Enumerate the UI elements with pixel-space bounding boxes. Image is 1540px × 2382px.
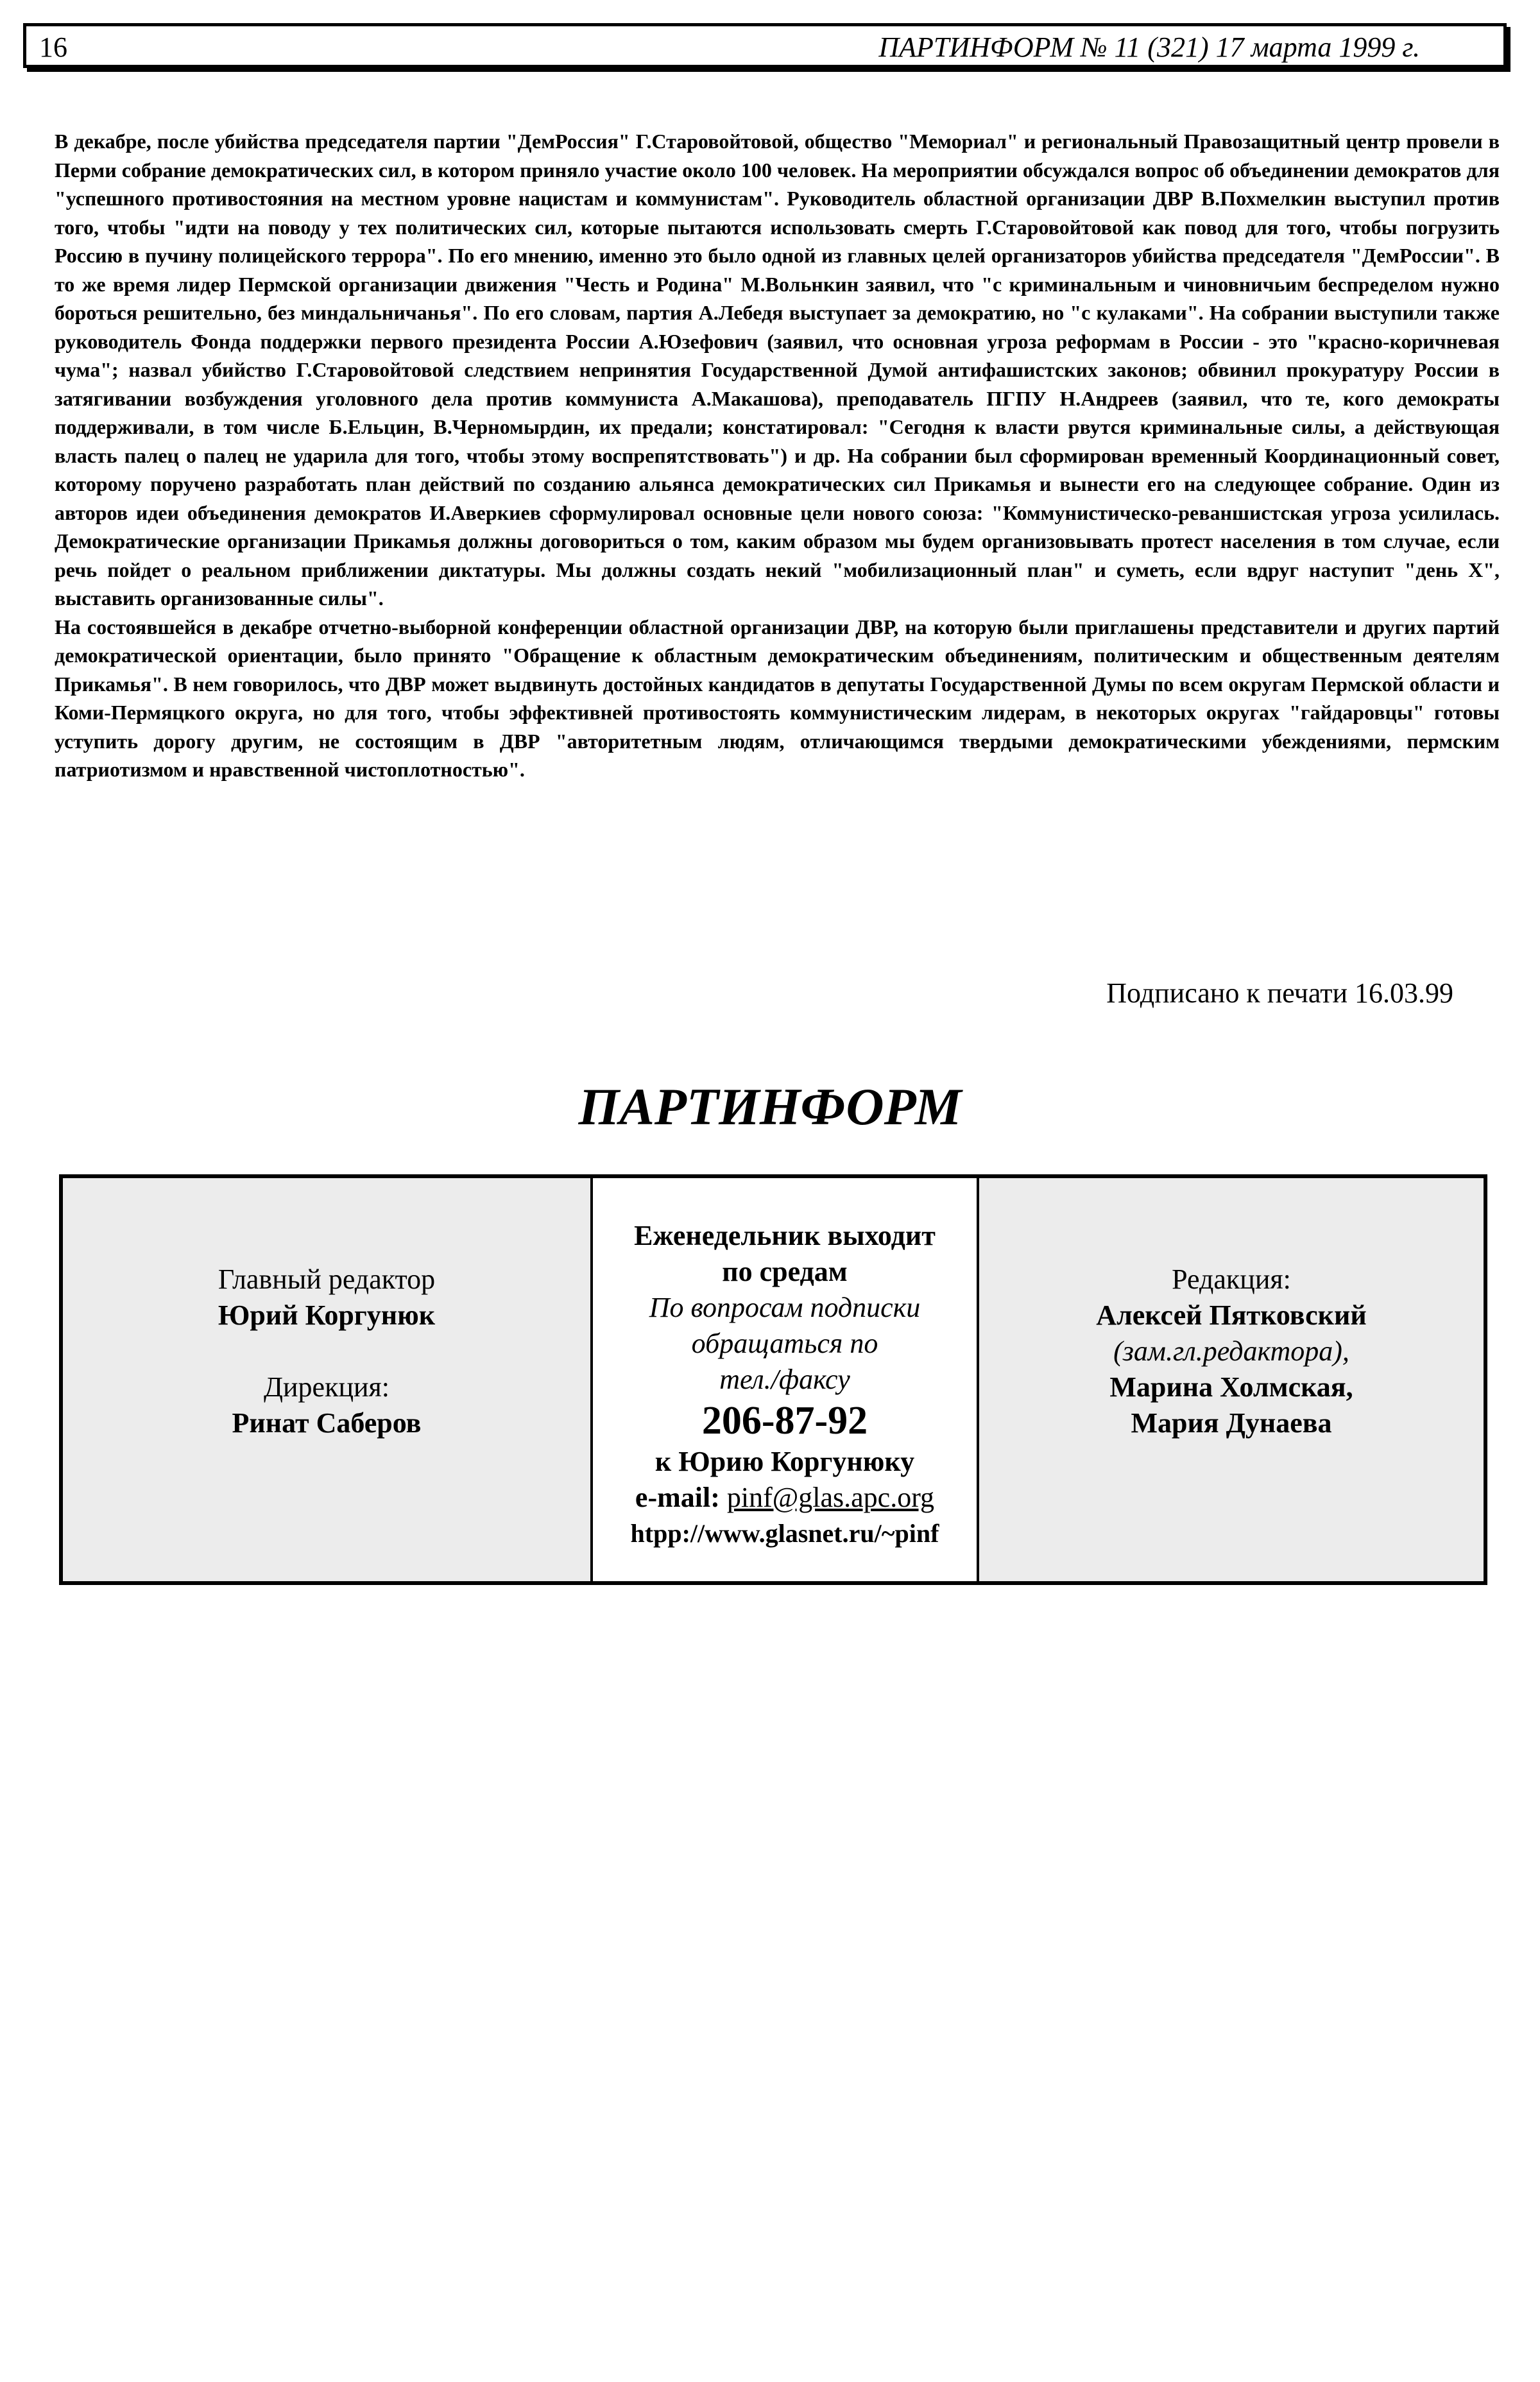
directorate-name: Ринат Саберов <box>232 1407 422 1439</box>
editorial-label: Редакция: <box>1172 1264 1291 1295</box>
masthead-editors <box>63 1178 590 1581</box>
masthead-title: ПАРТИНФОРМ <box>578 1077 962 1136</box>
subscription-line: обращаться по <box>691 1328 878 1359</box>
page-header <box>23 23 1507 68</box>
editorial-name: Алексей Пятковский <box>1096 1299 1367 1331</box>
weekly-line: по средам <box>722 1256 848 1287</box>
directorate-label: Дирекция: <box>263 1371 390 1403</box>
email-link[interactable]: pinf@glas.apc.org <box>726 1482 935 1513</box>
signed-to-print: Подписано к печати 16.03.99 <box>1106 977 1453 1009</box>
subscription-line: По вопросам подписки <box>649 1292 921 1323</box>
email-label: e-mail: <box>635 1482 720 1513</box>
editor-name: Юрий Коргунюк <box>218 1299 436 1331</box>
email-line <box>635 1480 934 1516</box>
phone-number: 206-87-92 <box>701 1399 868 1443</box>
masthead-contacts <box>590 1178 979 1581</box>
article-body <box>55 127 1500 784</box>
contact-person: к Юрию Коргунюку <box>654 1446 915 1477</box>
editorial-name: Мария Дунаева <box>1131 1407 1332 1439</box>
editorial-role: (зам.гл.редактора), <box>1113 1335 1349 1367</box>
subscription-line: тел./факсу <box>719 1364 850 1395</box>
masthead-editorial <box>979 1178 1484 1581</box>
weekly-line: Еженедельник выходит <box>634 1220 936 1251</box>
issue-line: ПАРТИНФОРМ № 11 (321) 17 марта 1999 г. <box>878 31 1420 63</box>
editorial-name: Марина Холмская, <box>1109 1371 1353 1403</box>
article-paragraph: На состоявшейся в декабре отчетно-выборной конференции областной организации ДВР, на которую были приглашены представители и других партий демократической ориентации, было принято "Обращение к областным демократическим объединениям, политическим и общественным деятелям Прикамья". В нем говорилось, что ДВР может выдвинуть достойных кандидатов в депутаты Государственной Думы по всем округам Пермской области и Коми-Пермяцкого округа, но для того, чтобы эффективней противостоять коммунистическим лидерам, в некоторых округах "гайдаровцы" готовы уступить дорогу другим, не состоящим в ДВР "авторитетным людям, отличающимся твердыми демократическими убеждениями, пермским патриотизмом и нравственной чистоплотностью". <box>55 615 1500 781</box>
page-number: 16 <box>39 31 67 63</box>
editor-label: Главный редактор <box>218 1264 436 1295</box>
website-link[interactable]: htpp://www.glasnet.ru/~pinf <box>630 1519 939 1548</box>
masthead-table <box>59 1174 1487 1585</box>
article-paragraph: В декабре, после убийства председателя партии "ДемРоссия" Г.Старовойтовой, общество "Мемориал" и региональный Правозащитный центр провели в Перми собрание демократических сил, в котором приняло участие около 100 человек. На мероприятии обсуждался вопрос об объединении демократов для "успешного противостояния на местном уровне нацистам и коммунистам". Руководитель областной организации ДВР В.Похмелкин выступил против того, чтобы "идти на поводу у тех политических сил, которые пытаются использовать смерть Г.Старовойтовой как повод для того, чтобы погрузить Россию в пучину полицейского террора". По его мнению, именно это было одной из главных целей организаторов убийства председателя "ДемРоссии". В то же время лидер Пермской организации движения "Честь и Родина" М.Вольнкин заявил, что "с криминальным и чиновничьим беспределом нужно бороться решительно, без миндальничанья". По его словам, партия А.Лебедя выступает за демократию, но "с кулаками". На собрании выступили также руководитель Фонда поддержки первого президента России А.Юзефович (заявил, что основная угроза реформам в России - это "красно-коричневая чума"; назвал убийство Г.Старовойтовой следствием непринятия Государственной Думой антифашистских законов; обвинил прокуратуру России в затягивании возбуждения уголовного дела против коммуниста А.Макашова), преподаватель ПГПУ Н.Андреев (заявил, что те, кого демократы поддерживали, в том числе Б.Ельцин, В.Черномырдин, их предали; констатировал: "Сегодня к власти рвутся криминальные силы, а действующая власть палец о палец не ударила для того, чтобы этому воспрепятствовать") и др. На собрании был сформирован временный Координационный совет, которому поручено разработать план действий по созданию альянса демократических сил Прикамья и вынести его на следующее собрание. Один из авторов идеи объединения демократов И.Аверкиев сформулировал основные цели нового союза: "Коммунистическо-реваншистская угроза усилилась. Демократические организации Прикамья должны договориться о том, каким образом мы будем организовывать протест населения в том случае, если речь пойдет о реальном приближении диктатуры. Мы должны создать некий "мобилизационный план" и суметь, если вдруг наступит "день Х", выставить организованные силы". <box>55 130 1500 610</box>
